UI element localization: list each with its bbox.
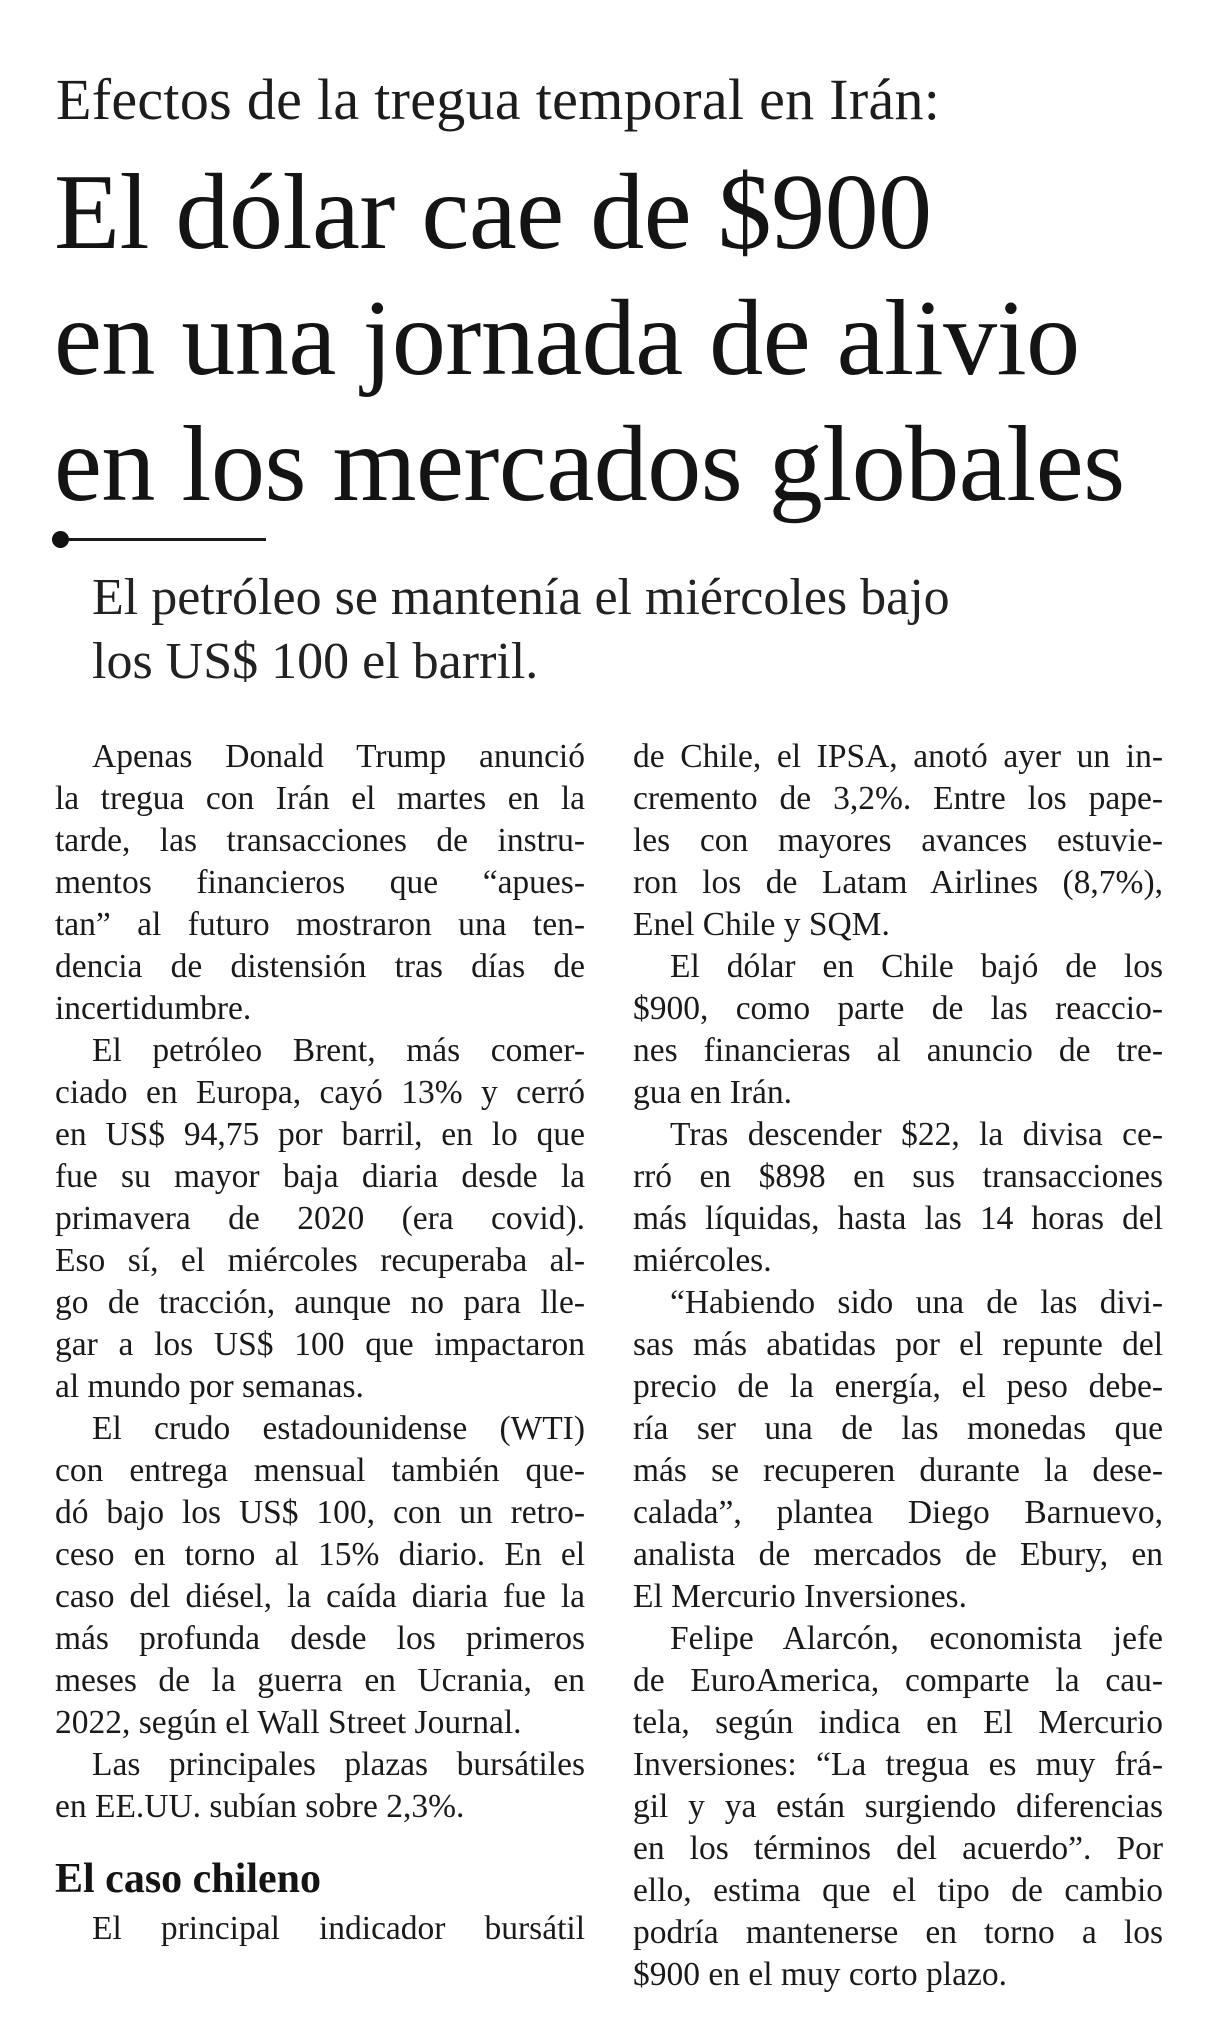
body-line: gar a los US$ 100 que impactaron xyxy=(55,1326,585,1363)
body-line: cremento de 3,2%. Entre los pape- xyxy=(633,780,1163,817)
body-line: fue su mayor baja diaria desde la xyxy=(55,1158,585,1195)
article-kicker: Efectos de la tregua temporal en Irán: xyxy=(56,67,941,132)
body-line: ciado en Europa, cayó 13% y cerró xyxy=(55,1074,585,1111)
body-line: $900 en el muy corto plazo. xyxy=(633,1956,1007,1993)
body-line: El crudo estadounidense (WTI) xyxy=(92,1410,585,1447)
body-line: les con mayores avances estuvie- xyxy=(633,822,1163,859)
body-line: más líquidas, hasta las 14 horas del xyxy=(633,1200,1163,1237)
body-line: $900, como parte de las reaccio- xyxy=(633,990,1163,1027)
body-line: ron los de Latam Airlines (8,7%), xyxy=(633,864,1163,901)
body-line: incertidumbre. xyxy=(55,990,252,1027)
body-line: mentos financieros que “apues- xyxy=(55,864,585,901)
body-line: de Chile, el IPSA, anotó ayer un in- xyxy=(633,738,1163,775)
body-line: Apenas Donald Trump anunció xyxy=(92,738,585,775)
article-deck xyxy=(92,566,1172,694)
body-line: “Habiendo sido una de las divi- xyxy=(670,1284,1163,1321)
divider-rule xyxy=(52,538,266,541)
body-line: El principal indicador bursátil xyxy=(92,1910,585,1947)
body-line: tela, según indica en El Mercurio xyxy=(633,1704,1163,1741)
headline-line: El dólar cae de $900 xyxy=(54,153,932,272)
body-line: meses de la guerra en Ucrania, en xyxy=(55,1662,585,1699)
body-line: Las principales plazas bursátiles xyxy=(92,1746,585,1783)
body-line: calada”, plantea Diego Barnuevo, xyxy=(633,1494,1163,1531)
section-subhead: El caso chileno xyxy=(55,1856,322,1902)
body-line: analista de mercados de Ebury, en xyxy=(633,1536,1163,1573)
article-headline xyxy=(54,150,1194,528)
body-line: caso del diésel, la caída diaria fue la xyxy=(55,1578,585,1615)
body-line: con entrega mensual también que- xyxy=(55,1452,585,1489)
body-line: en los términos del acuerdo”. Por xyxy=(633,1830,1163,1867)
body-line: ceso en torno al 15% diario. En el xyxy=(55,1536,585,1573)
body-line: primavera de 2020 (era covid). xyxy=(55,1200,585,1237)
body-line: más se recuperen durante la dese- xyxy=(633,1452,1163,1489)
body-line: 2022, según el Wall Street Journal. xyxy=(55,1704,522,1741)
body-line: gil y ya están surgiendo diferencias xyxy=(633,1788,1163,1825)
headline-line: en una jornada de alivio xyxy=(54,279,1080,398)
body-line: precio de la energía, el peso debe- xyxy=(633,1368,1163,1405)
body-line: sas más abatidas por el repunte del xyxy=(633,1326,1163,1363)
body-line: nes financieras al anuncio de tre- xyxy=(633,1032,1163,1069)
body-line: podría mantenerse en torno a los xyxy=(633,1914,1163,1951)
body-line: en EE.UU. subían sobre 2,3%. xyxy=(55,1788,465,1825)
body-line: ello, estima que el tipo de cambio xyxy=(633,1872,1163,1909)
body-line: gua en Irán. xyxy=(633,1074,793,1111)
divider-dot xyxy=(52,531,69,548)
body-line: de EuroAmerica, comparte la cau- xyxy=(633,1662,1163,1699)
body-line: rró en $898 en sus transacciones xyxy=(633,1158,1163,1195)
body-line: dencia de distensión tras días de xyxy=(55,948,585,985)
body-line: más profunda desde los primeros xyxy=(55,1620,585,1657)
headline-line: en los mercados globales xyxy=(54,405,1125,524)
body-line: tarde, las transacciones de instru- xyxy=(55,822,585,859)
body-line: El Mercurio Inversiones. xyxy=(633,1578,967,1615)
body-line: en US$ 94,75 por barril, en lo que xyxy=(55,1116,585,1153)
body-line: El dólar en Chile bajó de los xyxy=(670,948,1163,985)
body-line: El petróleo Brent, más comer- xyxy=(92,1032,585,1069)
body-line: Enel Chile y SQM. xyxy=(633,906,890,943)
deck-line: El petróleo se mantenía el miércoles bajo xyxy=(92,569,950,626)
body-line: Eso sí, el miércoles recuperaba al- xyxy=(55,1242,585,1279)
deck-line: los US$ 100 el barril. xyxy=(92,633,539,690)
body-line: miércoles. xyxy=(633,1242,772,1279)
body-line: al mundo por semanas. xyxy=(55,1368,364,1405)
body-line: Tras descender $22, la divisa ce- xyxy=(670,1116,1163,1153)
body-line: Inversiones: “La tregua es muy frá- xyxy=(633,1746,1163,1783)
body-line: la tregua con Irán el martes en la xyxy=(55,780,585,817)
body-line: Felipe Alarcón, economista jefe xyxy=(670,1620,1163,1657)
body-column-left-tail xyxy=(55,1908,585,1950)
body-line: tan” al futuro mostraron una ten- xyxy=(55,906,585,943)
body-line: dó bajo los US$ 100, con un retro- xyxy=(55,1494,585,1531)
body-line: go de tracción, aunque no para lle- xyxy=(55,1284,585,1321)
body-column-left xyxy=(55,736,585,1828)
body-column-right xyxy=(633,736,1163,1996)
body-line: ría ser una de las monedas que xyxy=(633,1410,1163,1447)
